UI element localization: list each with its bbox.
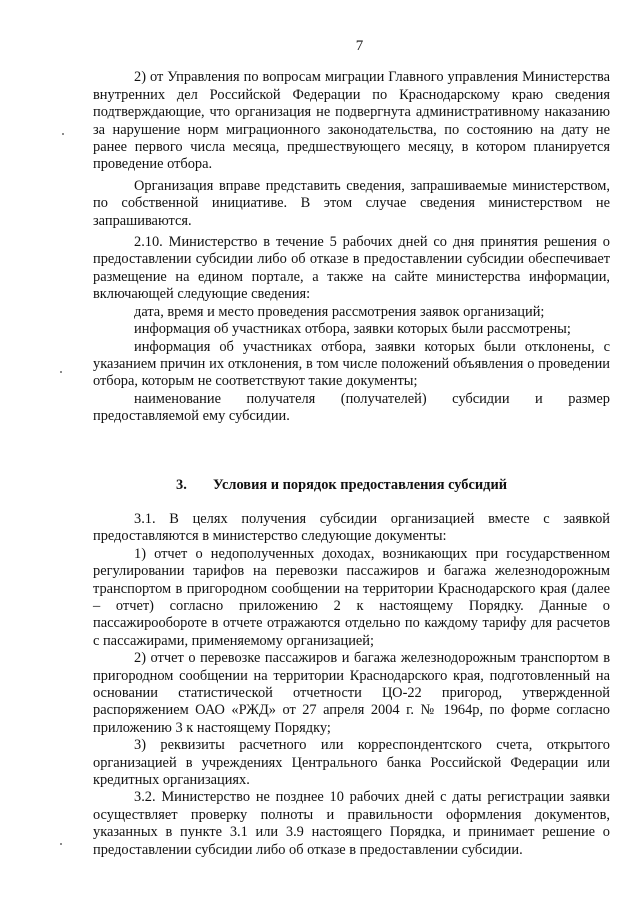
- paragraph-list-rejected: информация об участниках отбора, заявки которых были отклонены, с указанием причин их отклонения, в том числе положений объявления о проведении отбора, которым не соответствуют такие документы;: [93, 338, 610, 390]
- paragraph-list-reviewed: информация об участниках отбора, заявки которых были рассмотрены;: [134, 321, 571, 338]
- paragraph-own-initiative: Организация вправе представить сведения, запрашиваемые министерством, по собственной инициативе. В этом случае сведения министерством не запрашиваются.: [93, 177, 610, 229]
- page-content: [93, 38, 610, 859]
- scan-mark: [60, 843, 62, 845]
- page-number: 7: [355, 38, 364, 54]
- section-number: 3.: [176, 476, 187, 493]
- section-heading: [93, 477, 610, 494]
- paragraph-list-recipient: наименование получателя (получателей) субсидии и размер предоставляемой ему субсидии.: [93, 390, 610, 425]
- paragraph-3-1-item-2: 2) отчет о перевозке пассажиров и багажа железнодорожным транспортом в пригородном сообщении на территории Краснодарского края, подготовленный на основании статистической отчетности ЦО-22 пригород, утвержденной распоряжением ОАО «РЖД» от 27 апреля 2004 г. № 1964р, по форме согласно приложению 3 к настоящему Порядку;: [93, 650, 610, 736]
- paragraph-3-1: 3.1. В целях получения субсидии организацией вместе с заявкой предоставляются в министерство следующие документы:: [93, 510, 610, 545]
- scan-mark: [60, 371, 62, 373]
- paragraph-migration-info: 2) от Управления по вопросам миграции Главного управления Министерства внутренних дел Российской Федерации по Краснодарскому краю сведения подтверждающие, что организация не подвергнута административному наказанию за нарушение норм миграционного законодательства, по состоянию на дату не ранее первого числа месяца, предшествующего месяцу, в котором планируется проведение отбора.: [93, 69, 610, 173]
- paragraph-list-date: дата, время и место проведения рассмотрения заявок организаций;: [134, 303, 545, 320]
- paragraph-3-1-item-1: 1) отчет о недополученных доходах, возникающих при государственном регулировании тарифов на перевозки пассажиров и багажа железнодорожным транспортом в пригородном сообщении на территории Краснодарского края (далее – отчет) согласно приложению 2 к настоящему Порядку. Данные о пассажирообороте в отчете отражаются отдельно по каждому тарифу для расчетов с пассажирами, применяемому организацией;: [93, 545, 610, 649]
- paragraph-3-1-item-3: 3) реквизиты расчетного или корреспондентского счета, открытого организацией в учреждениях Центрального банка Российской Федерации или кредитных организациях.: [93, 737, 610, 789]
- paragraph-3-2: 3.2. Министерство не позднее 10 рабочих дней с даты регистрации заявки осуществляет проверку полноты и правильности оформления документов, указанных в пункте 3.1 или 3.9 настоящего Порядка, и принимает решение о предоставлении субсидии либо об отказе в предоставлении субсидии.: [93, 789, 610, 858]
- scan-mark: [62, 133, 64, 135]
- paragraph-2-10: 2.10. Министерство в течение 5 рабочих дней со дня принятия решения о предоставлении субсидии либо об отказе в предоставлении субсидии обеспечивает размещение на едином портале, а также на сайте министерства информации, включающей следующие сведения:: [93, 234, 610, 303]
- section-title: Условия и порядок предоставления субсидий: [213, 476, 508, 493]
